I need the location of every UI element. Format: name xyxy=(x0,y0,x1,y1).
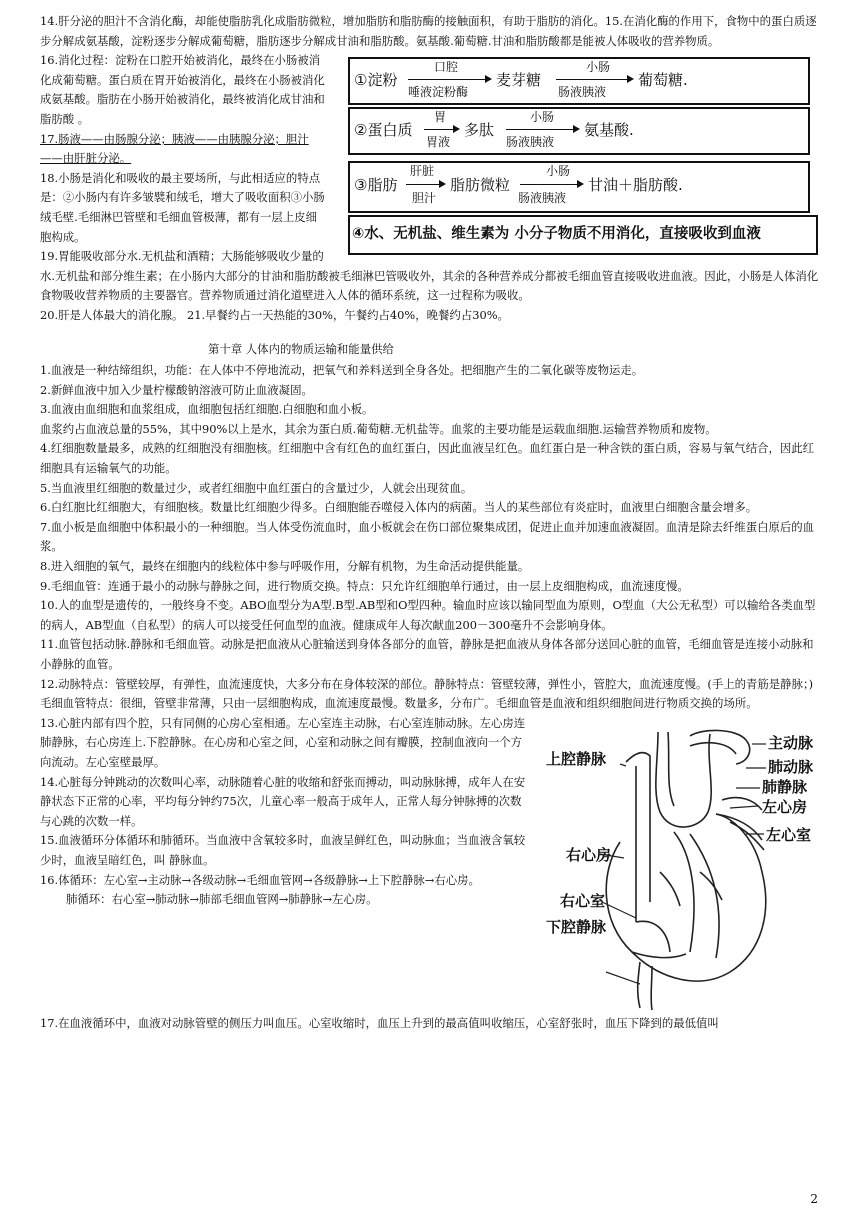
item-3b: 血浆约占血液总量的55%，其中90%以上是水，其余为蛋白质.葡萄糖.无机盐等。血浆的主要功能是运载血细胞.运输营养物质和废物。 xyxy=(40,421,717,436)
diagram-row-protein xyxy=(348,107,810,155)
item-15: 15.血液循环分体循环和肺循环。当血液中含氧较多时，血液呈鲜红色，叫动脉血；当血液含氧较少时，血液呈暗红色，叫 静脉血。 xyxy=(40,833,526,867)
item-8: 8.进入细胞的氧气，最终在细胞内的线粒体中参与呼吸作用，分解有机物，为生命活动提供能量。 xyxy=(40,559,530,574)
item-11: 11.血管包括动脉.静脉和毛细血管。动脉是把血液从心脏输送到身体各部分的血管，静脉是把血液从身体各部分送回心脏的血管，毛细血管是连接小动脉和小静脉的血管。 xyxy=(40,637,814,671)
item-7: 7.血小板是血细胞中体积最小的一种细胞。当人体受伤流血时，血小板就会在伤口部位聚集成团，促进止血并加速血液凝固。血清是除去纤维蛋白原后的血浆。 xyxy=(40,519,815,554)
item-2: 2.新鲜血液中加入少量柠檬酸钠溶液可防止血液凝固。 xyxy=(40,382,313,397)
arrow-bottom: 肠液胰液 xyxy=(558,85,607,100)
row-start: ②蛋白质 xyxy=(354,121,413,140)
arrow-top: 小肠 xyxy=(546,164,571,179)
label-aorta: 主动脉 xyxy=(768,733,814,752)
item-13: 13.心脏内部有四个腔，只有同侧的心房心室相通。左心室连主动脉，右心室连肺动脉。左心房连肺静脉，右心房连上.下腔静脉。在心房和心室之间，心室和动脉之间有瓣膜，控制血液向一个方向流动。左心室壁最厚。 xyxy=(40,715,526,769)
page-number: 2 xyxy=(810,1192,818,1206)
arrow-bottom: 肠液胰液 xyxy=(506,135,555,150)
label-right-ventricle: 右心室 xyxy=(560,891,606,910)
diagram-row-starch xyxy=(348,57,810,105)
arrow-icon xyxy=(556,79,632,80)
diagram-row-fat xyxy=(348,161,810,213)
item-1: 1.血液是一种结缔组织，功能：在人体中不停地流动，把氧气和养料送到全身各处。把细胞产生的二氧化碳等废物运走。 xyxy=(40,363,644,378)
arrow-top: 口腔 xyxy=(434,60,459,75)
chapter-title: 第十章 人体内的物质运输和能量供给 xyxy=(208,341,394,356)
arrow-bottom: 肠液胰液 xyxy=(518,191,567,206)
diagram-row-water xyxy=(348,215,818,255)
label-pulmonary-vein: 肺静脉 xyxy=(762,777,808,796)
arrow-bottom: 唾液淀粉酶 xyxy=(408,85,469,100)
label-lower-vena-cava: 下腔静脉 xyxy=(546,917,607,936)
para-16: 16.消化过程：淀粉在口腔开始被消化，最终在小肠被消化成葡萄糖。蛋白质在胃开始被消化，最终在小肠被消化成氨基酸。脂肪在小肠开始被消化，最终被消化成甘油和脂肪酸 。 xyxy=(40,53,325,126)
para-20: 20.肝是人体最大的消化腺。 21.早餐约占一天热能的30%，午餐约占40%，晚餐约占30%。 xyxy=(40,307,509,322)
label-left-ventricle: 左心室 xyxy=(766,825,812,844)
arrow-icon xyxy=(506,129,578,130)
item-16b: 肺循环：右心室→肺动脉→肺部毛细血管网→肺静脉→左心房。 xyxy=(66,892,378,907)
page-body xyxy=(40,12,822,1033)
row-end: 甘油＋脂肪酸. xyxy=(588,176,683,195)
arrow-icon xyxy=(406,184,444,185)
row-end: 葡萄糖. xyxy=(638,71,688,90)
item-9: 9.毛细血管：连通于最小的动脉与静脉之间，进行物质交换。特点：只允许红细胞单行通过，由一层上皮细胞构成，血流速度慢。 xyxy=(40,578,689,593)
para-19: 19.胃能吸收部分水.无机盐和酒精；大肠能够吸收少量的水.无机盐和部分维生素；在小肠内大部分的甘油和脂肪酸被毛细淋巴管吸收外，其余的各种营养成分都被毛细血管直接吸收进血液。因此，小肠是人体消化食物吸收营养物质的主要器官。营养物质通过消化道壁进入人体的循环系统，这一过程称为吸收。 xyxy=(40,249,819,303)
arrow-icon xyxy=(424,129,458,130)
arrow-top: 胃 xyxy=(434,110,447,125)
label-upper-vena-cava: 上腔静脉 xyxy=(546,749,607,768)
row-mid: 多肽 xyxy=(464,121,495,140)
item-3a: 3.血液由血细胞和血浆组成，血细胞包括红细胞.白细胞和血小板。 xyxy=(40,402,374,417)
row-end: 氨基酸. xyxy=(584,121,634,140)
row-start: ③脂肪 xyxy=(354,176,398,195)
item-4: 4.红细胞数量最多，成熟的红细胞没有细胞核。红细胞中含有红色的血红蛋白，因此血液呈红色。血红蛋白是一种含铁的蛋白质，容易与氧气结合，因此红细胞具有运输氧气的功能。 xyxy=(40,441,815,476)
arrow-top: 小肠 xyxy=(586,60,611,75)
item-5: 5.当血液里红细胞的数量过少，或者红细胞中血红蛋白的含量过少，人就会出现贫血。 xyxy=(40,480,473,495)
item-6: 6.白红胞比红细胞大，有细胞核。数量比红细胞少得多。白细胞能吞噬侵入体内的病菌。当人的某些部位有炎症时，血液里白细胞含量会增多。 xyxy=(40,500,758,515)
arrow-icon xyxy=(520,184,582,185)
arrow-top: 小肠 xyxy=(530,110,555,125)
para-17: 17.肠液——由肠腺分泌；胰液——由胰腺分泌；胆汁——由肝脏分泌。 xyxy=(40,131,309,166)
arrow-bottom: 胃液 xyxy=(426,135,451,150)
arrow-bottom: 胆汁 xyxy=(412,191,437,206)
item-17: 17.在血液循环中，血液对动脉管壁的侧压力叫血压。心室收缩时，血压上升到的最高值叫收缩压，心室舒张时，血压下降到的最低值叫 xyxy=(40,1015,719,1030)
label-right-atrium: 右心房 xyxy=(566,845,612,864)
label-left-atrium: 左心房 xyxy=(762,797,808,816)
arrow-icon xyxy=(408,79,490,80)
para-14: 14.肝分泌的胆汁不含消化酶，却能使脂肪乳化成脂肪微粒，增加脂肪和脂肪酶的接触面积，有助于脂肪的消化。15.在消化酶的作用下，食物中的蛋白质逐步分解成氨基酸，淀粉逐步分解成葡萄糖，脂肪逐步分解成甘油和脂肪酸。氨基酸.葡萄糖.甘油和脂肪酸都是能被人体吸收的营养物质。 xyxy=(40,14,817,48)
arrow-top: 肝脏 xyxy=(410,164,435,179)
item-10: 10.人的血型是遗传的，一般终身不变。ABO血型分为A型.B型.AB型和O型四种。输血时应该以输同型血为原则，O型血（大公无私型）可以输给各类血型的病人，AB型血（自私型）的病人可以接受任何血型的血液。健康成年人每次献血200－300毫升不会影响身体。 xyxy=(40,598,816,632)
item-14: 14.心脏每分钟跳动的次数叫心率，动脉随着心脏的收缩和舒张而搏动，叫动脉脉搏，成年人在安静状态下正常的心率，平均每分钟约75次，儿童心率一般高于成年人，正常人每分钟脉搏的次数与心跳的次数一样。 xyxy=(40,774,526,828)
label-pulmonary-artery: 肺动脉 xyxy=(768,757,814,776)
row-water-text: ④水、无机盐、维生素为 小分子物质不用消化，直接吸收到血液 xyxy=(352,226,761,243)
item-12: 12.动脉特点：管壁较厚，有弹性，血流速度快，大多分布在身体较深的部位。静脉特点：管壁较薄，弹性小，管腔大，血流速度慢。(手上的青筋是静脉；) 毛细血管特点：很细，管壁非常薄，只由一层细胞构成，血流速度最慢。数量多，分布广。毛细血管是血液和组织细胞间进行物质交换的场所。 xyxy=(40,676,814,711)
heart-diagram xyxy=(540,722,822,1014)
row-start: ①淀粉 xyxy=(354,71,398,90)
row-mid: 脂肪微粒 xyxy=(450,176,511,195)
item-16: 16.体循环：左心室→主动脉→各级动脉→毛细血管网→各级静脉→上下腔静脉→右心房。 xyxy=(40,872,480,887)
para-18: 18.小肠是消化和吸收的最主要场所，与此相适应的特点是：②小肠内有许多皱襞和绒毛，增大了吸收面积③小肠绒毛壁.毛细淋巴管壁和毛细血管极薄，都有一层上皮细胞构成。 xyxy=(40,170,325,244)
row-mid: 麦芽糖 xyxy=(496,71,542,90)
digestion-diagram xyxy=(340,55,822,261)
